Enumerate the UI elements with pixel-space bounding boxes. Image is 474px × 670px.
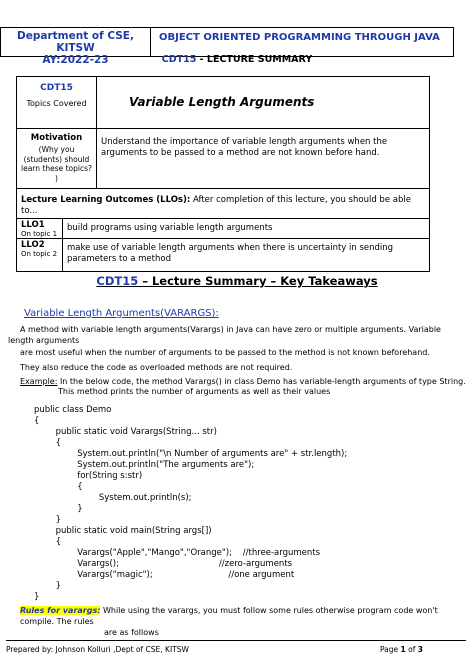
code-line: System.out.println("The arguments are"); <box>34 460 255 470</box>
topics-covered-label: Topics Covered <box>26 99 87 108</box>
page-prefix: Page <box>380 645 401 654</box>
para-2: are most useful when the number of arguments to be passed to the method is not known beforehand. <box>20 348 430 357</box>
department-name: Department of CSE, KITSW <box>17 30 134 54</box>
code-line: System.out.println(s); <box>34 493 192 503</box>
code-line: public static void Varargs(String... str) <box>34 427 217 437</box>
llo-heading <box>17 189 429 219</box>
example-text: In the below code, the method Varargs() in class Demo has variable-length arguments of type String. <box>57 377 466 386</box>
para-1: A method with variable length arguments(Varargs) in Java can have zero or multiple arguments. Variable length arguments <box>8 325 441 345</box>
footer-prepared-by: Prepared by: Johnson Kolluri ,Dept of CSE, KITSW <box>6 645 189 654</box>
lecture-info-table <box>16 76 430 272</box>
llo1-text: build programs using variable length arguments <box>63 219 429 239</box>
rules-label: Rules for varargs: <box>20 606 101 615</box>
page-total: 3 <box>417 645 423 654</box>
takeaways-code: CDT15 <box>96 274 139 288</box>
llo2-code: LLO2 <box>21 240 45 250</box>
llo2-topic: On topic 2 <box>21 250 58 258</box>
department-cell <box>1 28 151 66</box>
llo1-topic: On topic 1 <box>21 230 58 238</box>
code-line: Varargs(); //zero-arguments <box>34 559 293 569</box>
example-label: Example: <box>20 377 58 386</box>
llo2-text: make use of variable length arguments when there is uncertainty in sending parameters to a method <box>67 243 394 264</box>
lecture-summary-title <box>0 54 474 65</box>
key-takeaways-title <box>0 274 474 288</box>
code-line: { <box>34 438 62 448</box>
summary-rest: - LECTURE SUMMARY <box>196 54 313 65</box>
topic-code: CDT15 <box>40 83 73 93</box>
code-line: Varargs("magic"); //one argument <box>34 570 295 580</box>
rules-line-2: are as follows <box>104 628 159 637</box>
llo1-code: LLO1 <box>21 220 45 230</box>
course-title: OBJECT ORIENTED PROGRAMMING THROUGH JAVA <box>159 32 440 43</box>
code-line: } <box>34 581 62 591</box>
rules-line <box>20 605 466 627</box>
code-line: } <box>34 592 40 602</box>
topic-code-cell <box>17 77 97 129</box>
para-3: They also reduce the code as overloaded methods are not required. <box>20 363 293 372</box>
code-line: System.out.println("\n Number of arguments are" + str.length); <box>34 449 348 459</box>
motivation-label: Motivation <box>30 133 83 143</box>
footer-divider <box>6 640 466 641</box>
rules-text: While using the varargs, you must follow some rules otherwise program code won't compile. The rules <box>20 606 438 626</box>
code-line: } <box>34 504 83 514</box>
code-line: Varargs("Apple","Mango","Orange"); //three-arguments <box>34 548 321 558</box>
topic-title: Variable Length Arguments <box>129 95 315 109</box>
llo-heading-rest: After completion of this lecture, you should be able to... <box>21 195 411 216</box>
llo-heading-bold: Lecture Learning Outcomes (LLOs): <box>21 195 191 205</box>
llo1-code-cell <box>17 219 63 239</box>
code-line: { <box>34 537 62 547</box>
code-block <box>34 405 347 603</box>
footer-page-number <box>380 645 423 654</box>
page-of: of <box>405 645 418 654</box>
topic-title-cell <box>97 77 429 129</box>
example-line-2: This method prints the number of arguments as well as their values <box>58 387 331 396</box>
llo2-code-cell <box>17 239 63 271</box>
takeaways-rest: – Lecture Summary – Key Takeaways <box>138 274 378 288</box>
motivation-sub: (Why you (students) should learn these topics? ) <box>21 145 92 183</box>
code-line: public class Demo <box>34 405 112 415</box>
summary-code: CDT15 <box>161 54 197 65</box>
motivation-label-cell <box>17 129 97 189</box>
code-line: { <box>34 482 83 492</box>
academic-year: AY:2022-23 <box>42 54 109 66</box>
code-line: for(String s:str) <box>34 471 143 481</box>
code-line: { <box>34 416 40 426</box>
page-current: 1 <box>400 645 406 654</box>
code-line: public static void main(String args[]) <box>34 526 212 536</box>
section-title: Variable Length Arguments(VARARGS): <box>24 308 219 319</box>
code-line: } <box>34 515 62 525</box>
motivation-text: Understand the importance of variable length arguments when the arguments to be passed to a method are not known before hand. <box>97 129 429 189</box>
